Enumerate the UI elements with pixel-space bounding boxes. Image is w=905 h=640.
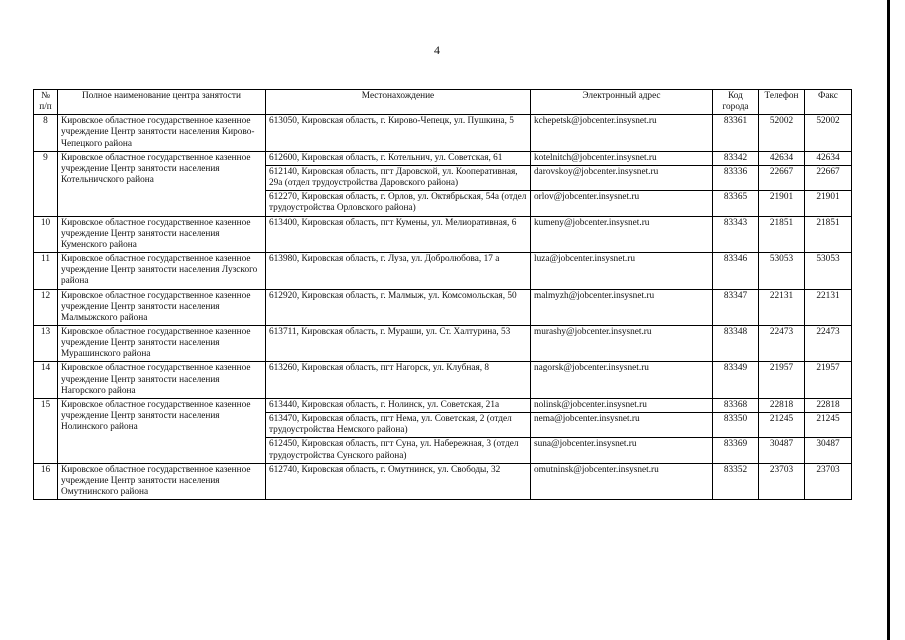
office-city-code: 83368 <box>713 398 759 412</box>
table-row <box>34 463 852 499</box>
office-fax: 53053 <box>805 253 852 289</box>
office-phone: 22473 <box>759 325 805 361</box>
office-email: murashy@jobcenter.insysnet.ru <box>531 325 713 361</box>
center-name: Кировское областное государственное казенное учреждение Центр занятости населения Лузского района <box>58 253 266 289</box>
office-fax: 22473 <box>805 325 852 361</box>
center-name: Кировское областное государственное казенное учреждение Центр занятости населения Нолинского района <box>58 398 266 463</box>
table-row <box>34 325 852 361</box>
office-city-code: 83342 <box>713 151 759 165</box>
office-location: 612140, Кировская область, пгт Даровской, ул. Кооперативная, 29а (отдел трудоустройства Даровского района) <box>266 165 531 190</box>
office-phone: 23703 <box>759 463 805 499</box>
table-row <box>34 362 852 398</box>
office-city-code: 83336 <box>713 165 759 190</box>
header-code: Код города <box>713 90 759 115</box>
office-city-code: 83369 <box>713 438 759 463</box>
office-fax: 22818 <box>805 398 852 412</box>
office-location: 612740, Кировская область, г. Омутнинск, ул. Свободы, 32 <box>266 463 531 499</box>
office-location: 612450, Кировская область, пгт Суна, ул. Набережная, 3 (отдел трудоустройства Сунского района) <box>266 438 531 463</box>
header-location: Местонахождение <box>266 90 531 115</box>
office-location: 612920, Кировская область, г. Малмыж, ул. Комсомольская, 50 <box>266 289 531 325</box>
office-phone: 22818 <box>759 398 805 412</box>
office-email: nolinsk@jobcenter.insysnet.ru <box>531 398 713 412</box>
office-email: kotelnitch@jobcenter.insysnet.ru <box>531 151 713 165</box>
office-phone: 30487 <box>759 438 805 463</box>
row-number: 13 <box>34 325 58 361</box>
office-city-code: 83348 <box>713 325 759 361</box>
table-row <box>34 398 852 412</box>
office-location: 613260, Кировская область, пгт Нагорск, ул. Клубная, 8 <box>266 362 531 398</box>
office-fax: 23703 <box>805 463 852 499</box>
office-phone: 21901 <box>759 191 805 216</box>
office-email: orlov@jobcenter.insysnet.ru <box>531 191 713 216</box>
row-number: 14 <box>34 362 58 398</box>
office-city-code: 83361 <box>713 115 759 151</box>
row-number: 12 <box>34 289 58 325</box>
header-name: Полное наименование центра занятости <box>58 90 266 115</box>
table-header-row <box>34 90 852 115</box>
header-phone: Телефон <box>759 90 805 115</box>
office-fax: 22667 <box>805 165 852 190</box>
office-email: kchepetsk@jobcenter.insysnet.ru <box>531 115 713 151</box>
center-name: Кировское областное государственное казенное учреждение Центр занятости населения Мурашинского района <box>58 325 266 361</box>
center-name: Кировское областное государственное казенное учреждение Центр занятости населения Кирово-Чепецкого района <box>58 115 266 151</box>
office-phone: 21245 <box>759 413 805 438</box>
center-name: Кировское областное государственное казенное учреждение Центр занятости населения Нагорского района <box>58 362 266 398</box>
center-name: Кировское областное государственное казенное учреждение Центр занятости населения Куменского района <box>58 216 266 252</box>
scan-edge-rule <box>887 0 890 640</box>
office-phone: 21851 <box>759 216 805 252</box>
office-city-code: 83343 <box>713 216 759 252</box>
table-body <box>34 115 852 500</box>
office-phone: 22667 <box>759 165 805 190</box>
office-location: 613440, Кировская область, г. Нолинск, ул. Советская, 21а <box>266 398 531 412</box>
table-row <box>34 151 852 165</box>
office-fax: 52002 <box>805 115 852 151</box>
office-email: suna@jobcenter.insysnet.ru <box>531 438 713 463</box>
office-location: 613050, Кировская область, г. Кирово-Чепецк, ул. Пушкина, 5 <box>266 115 531 151</box>
office-fax: 30487 <box>805 438 852 463</box>
office-fax: 21851 <box>805 216 852 252</box>
office-location: 613400, Кировская область, пгт Кумены, ул. Мелиоративная, 6 <box>266 216 531 252</box>
office-fax: 22131 <box>805 289 852 325</box>
office-location: 613470, Кировская область, пгт Нема, ул. Советская, 2 (отдел трудоустройства Немского района) <box>266 413 531 438</box>
office-fax: 21901 <box>805 191 852 216</box>
office-email: luza@jobcenter.insysnet.ru <box>531 253 713 289</box>
row-number: 16 <box>34 463 58 499</box>
job-centers-table <box>33 89 852 500</box>
office-city-code: 83350 <box>713 413 759 438</box>
office-phone: 52002 <box>759 115 805 151</box>
table-row <box>34 216 852 252</box>
page-number: 4 <box>434 43 440 57</box>
office-city-code: 83346 <box>713 253 759 289</box>
office-email: darovskoy@jobcenter.insysnet.ru <box>531 165 713 190</box>
office-email: kumeny@jobcenter.insysnet.ru <box>531 216 713 252</box>
office-email: nagorsk@jobcenter.insysnet.ru <box>531 362 713 398</box>
row-number: 8 <box>34 115 58 151</box>
center-name: Кировское областное государственное казенное учреждение Центр занятости населения Омутнинского района <box>58 463 266 499</box>
table-row <box>34 115 852 151</box>
office-location: 613711, Кировская область, г. Мураши, ул. Ст. Халтурина, 53 <box>266 325 531 361</box>
row-number: 11 <box>34 253 58 289</box>
table-row <box>34 253 852 289</box>
office-phone: 42634 <box>759 151 805 165</box>
header-num: № п/п <box>34 90 58 115</box>
office-email: malmyzh@jobcenter.insysnet.ru <box>531 289 713 325</box>
row-number: 15 <box>34 398 58 463</box>
center-name: Кировское областное государственное казенное учреждение Центр занятости населения Котельничского района <box>58 151 266 216</box>
office-email: omutninsk@jobcenter.insysnet.ru <box>531 463 713 499</box>
office-location: 612270, Кировская область, г. Орлов, ул. Октябрьская, 54а (отдел трудоустройства Орловского района) <box>266 191 531 216</box>
office-fax: 42634 <box>805 151 852 165</box>
office-phone: 53053 <box>759 253 805 289</box>
office-phone: 21957 <box>759 362 805 398</box>
office-city-code: 83352 <box>713 463 759 499</box>
office-phone: 22131 <box>759 289 805 325</box>
row-number: 9 <box>34 151 58 216</box>
office-email: nema@jobcenter.insysnet.ru <box>531 413 713 438</box>
office-location: 613980, Кировская область, г. Луза, ул. Добролюбова, 17 а <box>266 253 531 289</box>
office-city-code: 83349 <box>713 362 759 398</box>
office-city-code: 83347 <box>713 289 759 325</box>
header-email: Электронный адрес <box>531 90 713 115</box>
office-city-code: 83365 <box>713 191 759 216</box>
center-name: Кировское областное государственное казенное учреждение Центр занятости населения Малмыжского района <box>58 289 266 325</box>
header-fax: Факс <box>805 90 852 115</box>
office-fax: 21245 <box>805 413 852 438</box>
office-fax: 21957 <box>805 362 852 398</box>
office-location: 612600, Кировская область, г. Котельнич, ул. Советская, 61 <box>266 151 531 165</box>
table-row <box>34 289 852 325</box>
row-number: 10 <box>34 216 58 252</box>
